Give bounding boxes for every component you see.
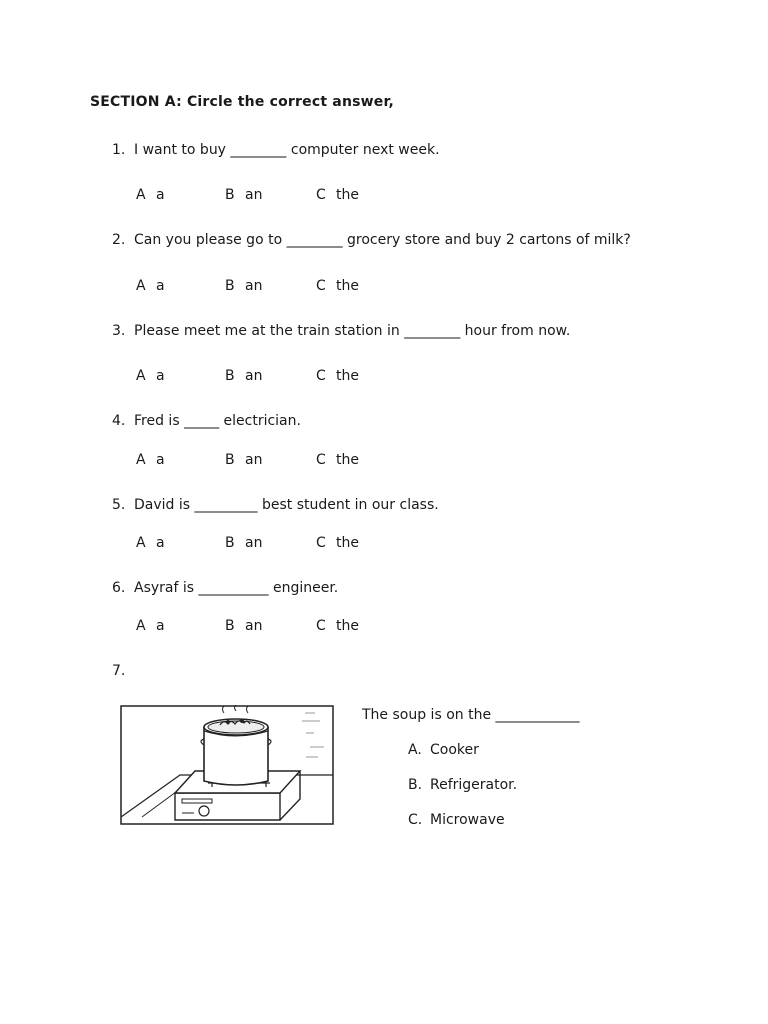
question-text: Please meet me at the train station in ________ hour from now. bbox=[134, 323, 571, 339]
option-b[interactable]: B an bbox=[225, 535, 263, 551]
question-number: 4. bbox=[112, 413, 126, 429]
question-number: 7. bbox=[112, 663, 126, 679]
question-number: 5. bbox=[112, 497, 126, 513]
option-b[interactable]: B an bbox=[225, 452, 263, 468]
question-6 bbox=[112, 580, 338, 596]
stove-with-pot-icon bbox=[120, 705, 334, 825]
cooker-illustration bbox=[120, 705, 334, 825]
option-b[interactable]: B an bbox=[225, 187, 263, 203]
option-b[interactable]: B. Refrigerator. bbox=[408, 777, 518, 793]
question-number: 2. bbox=[112, 232, 126, 248]
question-7-text: The soup is on the ____________ bbox=[362, 707, 580, 723]
option-a[interactable]: A a bbox=[136, 452, 165, 468]
question-text: Asyraf is __________ engineer. bbox=[134, 580, 339, 596]
option-c[interactable]: C the bbox=[316, 452, 359, 468]
question-number: 3. bbox=[112, 323, 126, 339]
question-number: 1. bbox=[112, 142, 126, 158]
option-a[interactable]: A a bbox=[136, 618, 165, 634]
option-c[interactable]: C the bbox=[316, 618, 359, 634]
option-c[interactable]: C. Microwave bbox=[408, 812, 505, 828]
question-4 bbox=[112, 413, 301, 429]
option-a[interactable]: A. Cooker bbox=[408, 742, 479, 758]
option-b[interactable]: B an bbox=[225, 368, 263, 384]
option-c[interactable]: C the bbox=[316, 187, 359, 203]
question-3 bbox=[112, 323, 570, 339]
question-text: Fred is _____ electrician. bbox=[134, 413, 301, 429]
question-2 bbox=[112, 232, 631, 248]
option-c[interactable]: C the bbox=[316, 278, 359, 294]
question-7 bbox=[112, 663, 134, 679]
question-text: David is _________ best student in our class. bbox=[134, 497, 439, 513]
option-a[interactable]: A a bbox=[136, 535, 165, 551]
question-1 bbox=[112, 142, 440, 158]
option-a[interactable]: A a bbox=[136, 187, 165, 203]
option-a[interactable]: A a bbox=[136, 278, 165, 294]
option-b[interactable]: B an bbox=[225, 278, 263, 294]
option-b[interactable]: B an bbox=[225, 618, 263, 634]
question-text: I want to buy ________ computer next week. bbox=[134, 142, 440, 158]
option-c[interactable]: C the bbox=[316, 535, 359, 551]
question-5 bbox=[112, 497, 439, 513]
option-a[interactable]: A a bbox=[136, 368, 165, 384]
option-c[interactable]: C the bbox=[316, 368, 359, 384]
section-heading: SECTION A: Circle the correct answer, bbox=[90, 94, 395, 110]
question-number: 6. bbox=[112, 580, 126, 596]
question-text: Can you please go to ________ grocery store and buy 2 cartons of milk? bbox=[134, 232, 631, 248]
